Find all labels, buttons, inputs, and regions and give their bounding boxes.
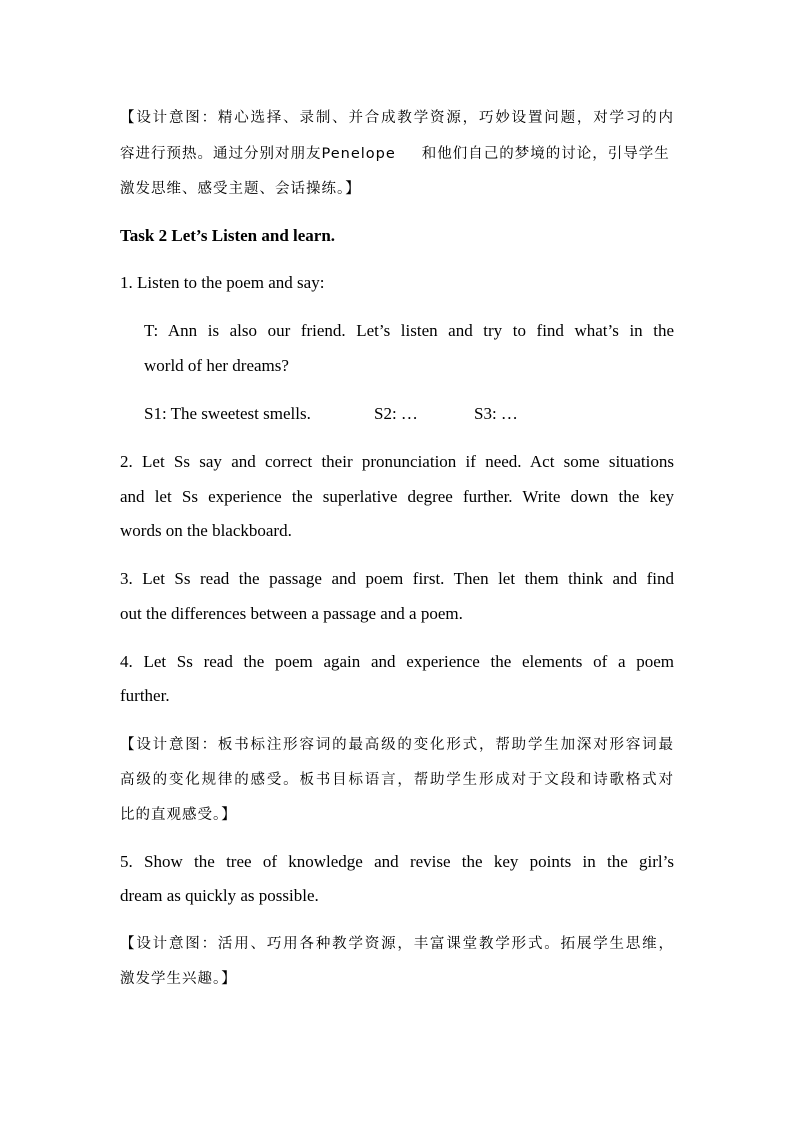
student-answer-s1: S1: The sweetest smells.: [144, 404, 311, 423]
design-note-2-line-3: 比的直观感受。】: [120, 807, 237, 823]
step-2-line-3: words on the blackboard.: [120, 521, 292, 540]
design-note-1-line-2-part-b: 和他们自己的梦境的讨论，引导学生: [421, 146, 670, 162]
task-2-heading: Task 2 Let’s Listen and learn.: [120, 226, 336, 245]
step-3-line-1: 3. Let Ss read the passage and poem first. Then let them think and find: [120, 569, 674, 588]
step-2-line-1: 2. Let Ss say and correct their pronunciation if need. Act some situations: [120, 452, 674, 471]
step-5-line-2: dream as quickly as possible.: [120, 886, 319, 905]
design-note-1-line-3: 激发思维、感受主题、会话操练。】: [120, 181, 361, 197]
step-1-teacher-line-1: T: Ann is also our friend. Let’s listen and try to find what’s in the: [144, 321, 674, 340]
step-3-line-2: out the differences between a passage and a poem.: [120, 604, 463, 623]
design-note-2-line-2: 高级的变化规律的感受。板书目标语言，帮助学生形成对于文段和诗歌格式对: [120, 772, 674, 788]
step-5-line-1: 5. Show the tree of knowledge and revise the key points in the girl’s: [120, 852, 674, 871]
design-note-3-line-2: 激发学生兴趣。】: [120, 971, 237, 987]
student-answer-s3: S3: …: [474, 404, 518, 423]
step-4-line-2: further.: [120, 686, 170, 705]
student-answer-s2: S2: …: [374, 404, 418, 423]
design-note-2-line-1: 【设计意图：板书标注形容词的最高级的变化形式，帮助学生加深对形容词最: [120, 737, 674, 753]
design-note-3-line-1: 【设计意图：活用、巧用各种教学资源，丰富课堂教学形式。拓展学生思维，: [120, 936, 674, 952]
design-note-1-line-2: [120, 143, 670, 165]
step-1-text: 1. Listen to the poem and say:: [120, 273, 325, 292]
design-note-1-line-2-part-a: 容进行预热。通过分别对朋友Penelope: [120, 146, 396, 162]
step-1-teacher-line-2: world of her dreams?: [144, 356, 289, 375]
design-note-1-line-1: 【设计意图：精心选择、录制、并合成教学资源，巧妙设置问题，对学习的内: [120, 110, 674, 126]
step-4-line-1: 4. Let Ss read the poem again and experience the elements of a poem: [120, 652, 674, 671]
step-2-line-2: and let Ss experience the superlative degree further. Write down the key: [120, 487, 674, 506]
